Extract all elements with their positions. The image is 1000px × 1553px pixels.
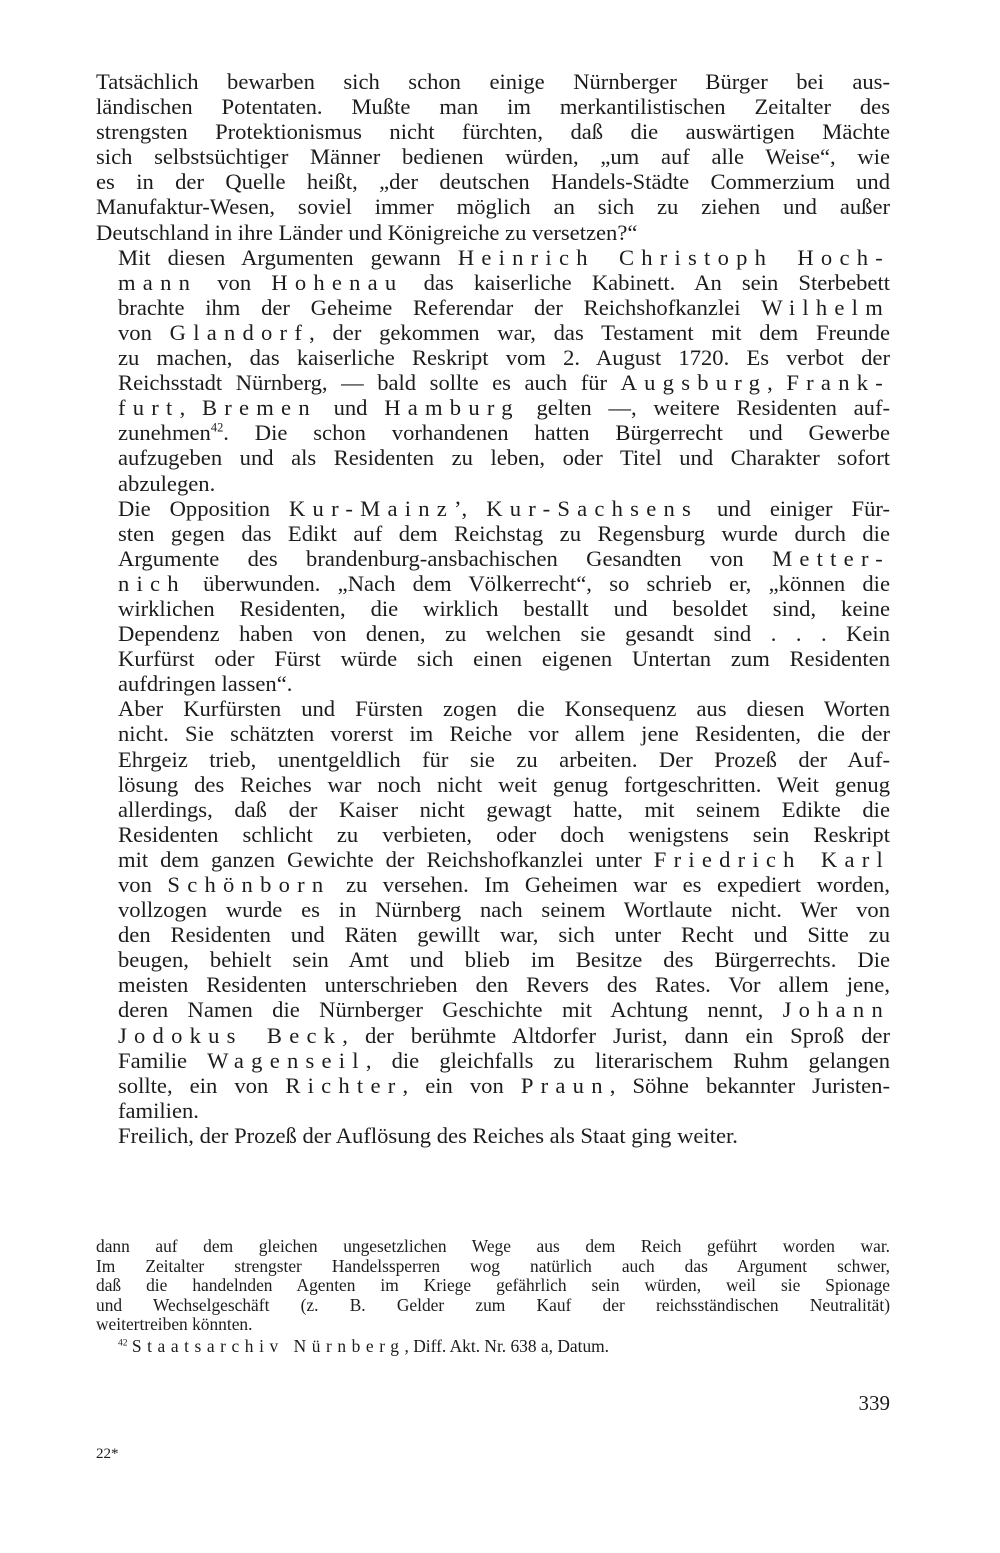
spaced-name: Friedrich Karl <box>653 846 890 872</box>
spaced-name: Metter- <box>772 545 890 571</box>
text-run: zunehmen <box>118 420 211 446</box>
text-run: Tatsächlich bewarben sich schon einige Nürnberger Bürger bei aus- <box>96 69 890 94</box>
text-run: von <box>118 872 168 897</box>
text-line <box>96 797 890 822</box>
text-line <box>96 69 890 94</box>
text-run: überwunden. „Nach dem Völkerrecht“, so schrieb er, „können die <box>185 570 890 596</box>
text-line <box>96 295 890 320</box>
footnotes <box>96 1237 890 1357</box>
spaced-name: Richter <box>285 1072 403 1098</box>
spaced-name: Jodokus Beck <box>118 1022 343 1048</box>
text-line <box>96 94 890 119</box>
text-line <box>96 1048 890 1073</box>
text-line <box>96 445 890 470</box>
text-run: von <box>118 319 170 345</box>
spaced-name: Wagenseil <box>207 1047 366 1073</box>
text-line <box>96 972 890 997</box>
text-line <box>96 922 890 947</box>
text-line <box>96 1023 890 1048</box>
text-line <box>96 345 890 370</box>
text-run: Reichsstadt Nürnberg, — bald sollte es auch für <box>118 370 621 396</box>
text-run: ’, <box>454 495 487 521</box>
paragraph <box>96 496 890 697</box>
footnote-archive-name: Staatsarchiv Nürnberg <box>131 1335 405 1356</box>
text-run: Die Opposition <box>118 495 289 521</box>
text-run: , die gleichfalls zu literarischem Ruhm gelangen <box>365 1047 890 1073</box>
text-run: Mit diesen Argumenten gewann <box>118 244 458 270</box>
text-line <box>96 119 890 144</box>
text-line <box>96 144 890 169</box>
text-run: nicht. Sie schätzten vorerst im Reiche vor allem jene Residenten, die der <box>118 721 890 747</box>
text-run: vollzogen wurde es in Nürnberg nach seinem Wortlaute nicht. Wer von <box>118 897 890 923</box>
text-run: sollte, ein von <box>118 1072 286 1098</box>
footnote-marker: 42 <box>210 420 224 435</box>
text-line <box>96 596 890 621</box>
text-run: aufdringen lassen“. <box>118 671 293 697</box>
text-run: Familie <box>118 1047 208 1073</box>
text-run: Residenten schlicht zu verbieten, oder doch wenigstens sein Reskript <box>118 821 890 847</box>
footnote-line: Im Zeitalter strengster Handelssperren wog natürlich auch das Argument schwer, <box>96 1256 890 1276</box>
text-run: meisten Residenten unterschrieben den Revers des Rates. Vor allem jene, <box>118 972 890 998</box>
text-run: zu versehen. Im Geheimen war es expediert worden, <box>330 872 890 897</box>
text-line <box>96 521 890 546</box>
paragraph <box>96 1123 890 1148</box>
text-line <box>96 947 890 972</box>
text-run: den Residenten und Räten gewillt war, sich unter Recht und Sitte zu <box>118 922 890 948</box>
signature-mark: 22* <box>96 1446 119 1462</box>
text-run: das kaiserliche Kabinett. An sein Sterbebett <box>403 269 890 295</box>
text-line <box>96 320 890 345</box>
text-line <box>96 496 890 521</box>
text-line <box>96 822 890 847</box>
text-run: deren Namen die Nürnberger Geschichte mit Achtung nennt, <box>118 997 783 1023</box>
text-line <box>96 420 890 445</box>
text-line <box>96 671 890 696</box>
spaced-name: Schönborn <box>167 872 331 897</box>
text-run: , <box>179 395 202 421</box>
text-run: und einiger Für- <box>698 495 890 521</box>
text-run: sich selbstsüchtiger Männer bedienen würden, „um auf alle Weise“, wie <box>96 144 890 170</box>
text-run: Aber Kurfürsten und Fürsten zogen die Konsequenz aus diesen Worten <box>118 696 890 722</box>
spaced-name: Heinrich Christoph Hoch- <box>457 244 890 270</box>
text-run: abzulegen. <box>118 470 216 496</box>
spaced-name: Wilhelm <box>761 294 890 320</box>
text-run: , ein von <box>402 1072 521 1098</box>
text-run: Argumente des brandenburg-ansbachischen Gesandten von <box>118 545 773 571</box>
text-run: lösung des Reiches war noch nicht weit genug fortgeschritten. Weit genug <box>118 771 890 797</box>
text-run: ländischen Potentaten. Mußte man im merkantilistischen Zeitalter des <box>96 94 890 120</box>
text-run: aufzugeben und als Residenten zu leben, oder Titel und Charakter sofort <box>118 445 890 471</box>
spaced-name: Hamburg <box>384 395 520 421</box>
text-run: brachte ihm der Geheime Referendar der Reichshofkanzlei <box>118 294 762 320</box>
text-line <box>96 395 890 420</box>
text-run: , <box>767 370 787 396</box>
spaced-name: Augsburg <box>620 370 768 396</box>
paragraph <box>96 696 890 1123</box>
footnote-line: und Wechselgeschäft (z. B. Gelder zum Kauf der reichsständischen Neutralität) <box>96 1295 890 1315</box>
text-run: Ehrgeiz trieb, unentgeldlich für sie zu arbeiten. Der Prozeß der Auf- <box>118 746 890 772</box>
page-number: 339 <box>858 1391 890 1415</box>
text-run: sten gegen das Edikt auf dem Reichstag zu Regensburg wurde durch die <box>118 520 890 546</box>
text-run: zu machen, das kaiserliche Reskript vom 2. August 1720. Es verbot der <box>118 345 890 371</box>
paragraph <box>96 69 890 245</box>
text-run: und <box>316 395 385 421</box>
text-line <box>96 471 890 496</box>
spaced-name: Praun <box>520 1072 610 1098</box>
spaced-name: Kur-Sachsens <box>486 495 699 521</box>
text-run: , der gekommen war, das Testament mit dem Freunde <box>309 319 890 345</box>
text-line <box>96 872 890 897</box>
text-run: , Söhne bekannter Juristen- <box>609 1072 890 1098</box>
main-text <box>96 69 890 1148</box>
text-run: wirklichen Residenten, die wirklich bestallt und besoldet sind, keine <box>118 595 890 621</box>
text-line <box>96 1123 890 1148</box>
text-line <box>96 997 890 1022</box>
text-line <box>96 571 890 596</box>
text-run: mit dem ganzen Gewichte der Reichshofkanzlei unter <box>118 846 654 872</box>
footnote-number: 42 <box>118 1337 128 1349</box>
text-run: . Die schon vorhandenen hatten Bürgerrecht und Gewerbe <box>223 420 890 446</box>
text-line <box>96 646 890 671</box>
text-line <box>96 621 890 646</box>
text-run: beugen, behielt sein Amt und blieb im Besitze des Bürgerrechts. Die <box>118 947 890 973</box>
spaced-name: Kur-Mainz <box>289 495 455 521</box>
text-line <box>96 245 890 270</box>
text-run: es in der Quelle heißt, „der deutschen Handels-Städte Commerzium und <box>96 169 890 195</box>
text-line <box>96 696 890 721</box>
spaced-name: furt <box>118 395 180 421</box>
spaced-name: mann <box>118 269 198 295</box>
text-line <box>96 194 890 219</box>
spaced-name: Frank- <box>786 370 890 396</box>
footnote-42 <box>96 1337 890 1357</box>
spaced-name: nich <box>118 570 186 596</box>
text-run: von <box>197 269 272 295</box>
text-run: strengsten Protektionismus nicht fürchten, daß die auswärtigen Mächte <box>96 119 890 145</box>
spaced-name: Johann <box>782 997 890 1023</box>
spaced-name: Hohenau <box>271 269 404 295</box>
text-line <box>96 1098 890 1123</box>
footnote-line: dann auf dem gleichen ungesetzlichen Wege aus dem Reich geführt worden war. <box>96 1237 890 1256</box>
text-line <box>96 169 890 194</box>
text-line <box>96 270 890 295</box>
text-run: familien. <box>118 1097 199 1123</box>
text-run: Dependenz haben von denen, zu welchen sie gesandt sind . . . Kein <box>118 621 890 647</box>
text-run: gelten —, weitere Residenten auf- <box>519 395 890 421</box>
text-line <box>96 220 890 245</box>
footnote-reference: , Diff. Akt. Nr. 638 a, Datum. <box>404 1335 610 1356</box>
text-line <box>96 721 890 746</box>
text-run: allerdings, daß der Kaiser nicht gewagt hatte, mit seinem Edikte die <box>118 796 890 822</box>
text-run: Manufaktur-Wesen, soviel immer möglich an sich zu ziehen und außer <box>96 194 890 220</box>
text-run: Freilich, der Prozeß der Auflösung des Reiches als Staat ging weiter. <box>118 1122 738 1148</box>
spaced-name: Bremen <box>201 395 317 421</box>
spaced-name: Glandorf <box>169 319 310 345</box>
text-line <box>96 747 890 772</box>
text-line <box>96 370 890 395</box>
text-line <box>96 847 890 872</box>
text-run: Deutschland in ihre Länder und Königreiche zu versetzen?“ <box>96 219 638 245</box>
text-run: Kurfürst oder Fürst würde sich einen eigenen Untertan zum Residenten <box>118 646 890 672</box>
text-run: , der berühmte Altdorfer Jurist, dann ein Sproß der <box>342 1022 890 1048</box>
text-line <box>96 1073 890 1098</box>
paragraph <box>96 245 890 496</box>
footnote-line: daß die handelnden Agenten im Kriege gefährlich sein würden, weil sie Spionage <box>96 1276 890 1296</box>
text-line <box>96 546 890 571</box>
text-line <box>96 897 890 922</box>
text-line <box>96 772 890 797</box>
footnote-line: weitertreiben könnten. <box>96 1315 253 1335</box>
